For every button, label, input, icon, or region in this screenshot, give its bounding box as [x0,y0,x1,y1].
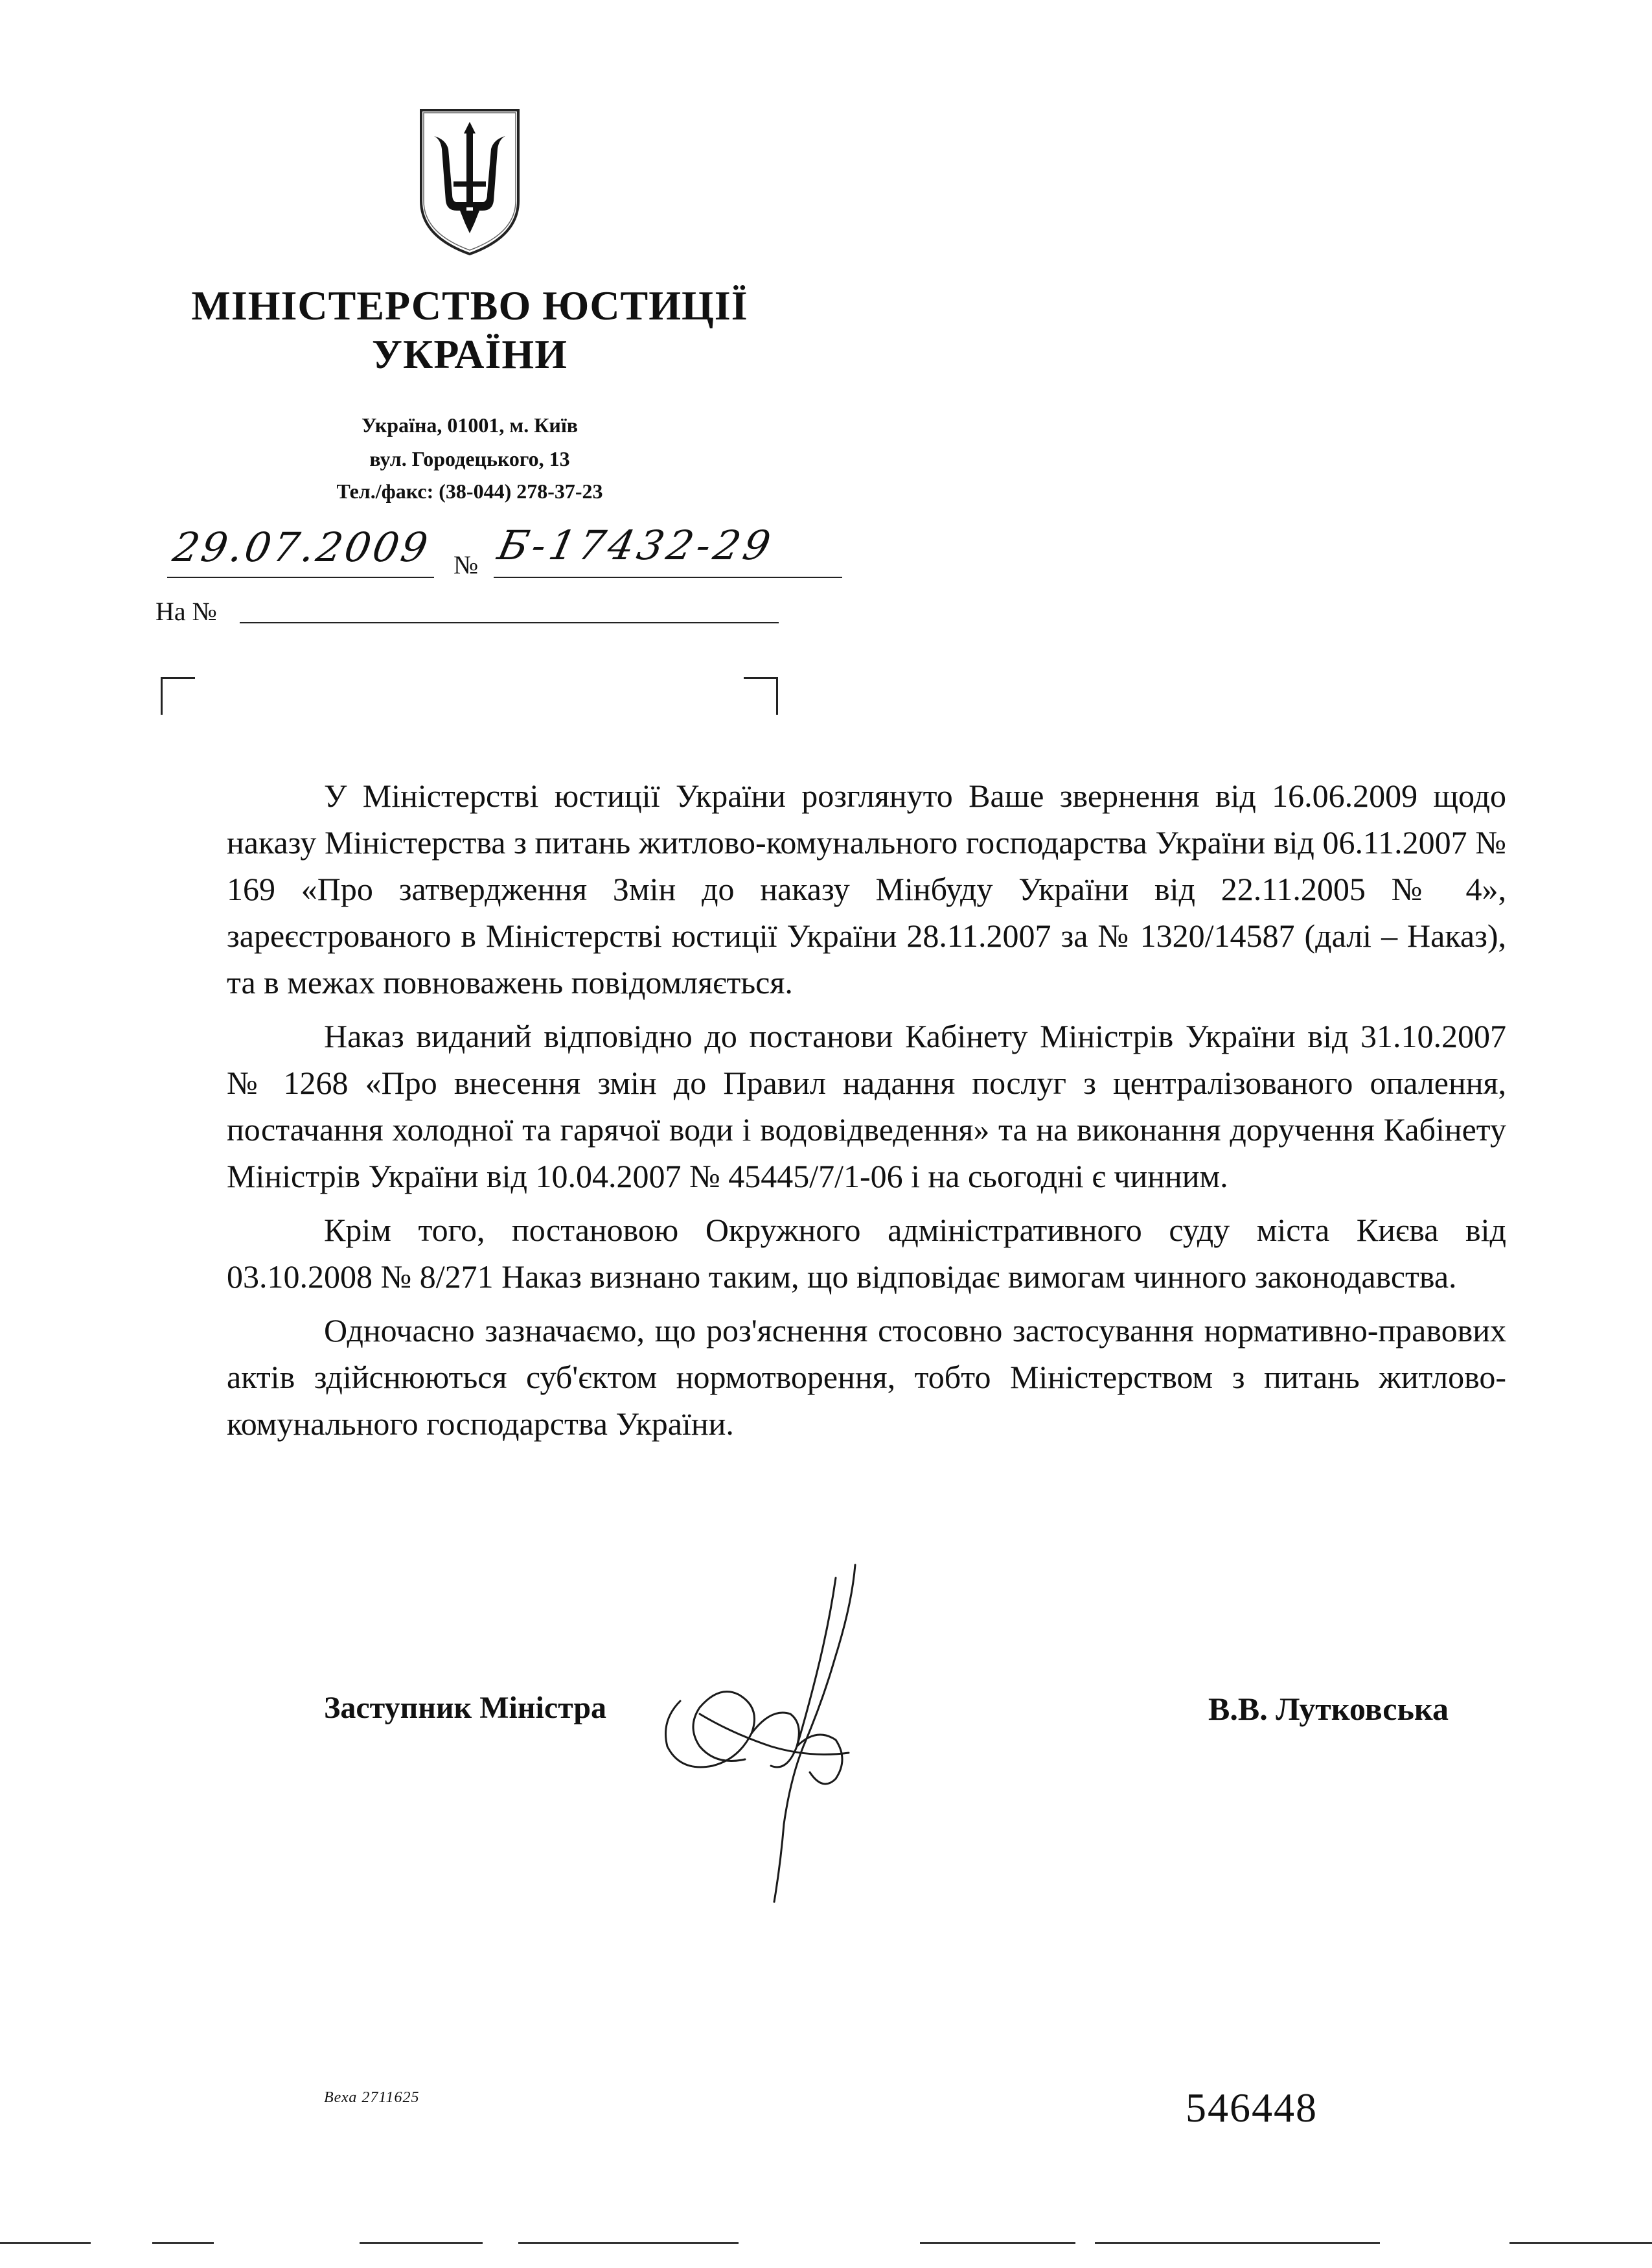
scan-edge-line [518,2242,739,2244]
handwritten-date: 29.07.2009 [169,524,434,571]
print-code: Веха 2711625 [324,2089,420,2106]
body-paragraph: Крім того, постановою Окружного адміністративного суду міста Києва від 03.10.2008 № 8/271 Наказ визнано таким, що відповідає вимогам чинного законодавства. [227,1212,1506,1295]
reply-to-underline [240,622,779,623]
body-paragraph: Наказ виданий відповідно до постанови Кабінету Міністрів України від 31.10.2007 № 1268 «Про внесення змін до Правил надання послуг з централізованого опалення, постачання холодної та гарячої води і водовідведення» та на виконання доручення Кабінету Міністрів України від 10.04.2007 № 45445/7/1-06 і на сьогодні є чинним. [227,1018,1506,1194]
scan-edge-line [1509,2242,1652,2244]
ministry-name-line1: МІНІСТЕРСТВО ЮСТИЦІЇ [191,283,748,329]
scan-edge-line [152,2242,214,2244]
body-paragraph: Одночасно зазначаємо, що роз'яснення стосовно застосування нормативно-правових актів здійснюються суб'єктом нормотворення, тобто Міністерством з питань житлово-комунального господарства України. [227,1312,1506,1442]
address-line-city: Україна, 01001, м. Київ [361,413,579,437]
reply-to-label: На № [155,597,217,626]
address-corner-left [161,677,195,715]
signatory-name: В.В. Лутковська [1208,1691,1449,1727]
address-line-phone: Тел./факс: (38-044) 278-37-23 [336,480,603,503]
signatory-title: Заступник Міністра [324,1691,607,1725]
trident-coat-of-arms-icon [415,104,525,259]
handwritten-registration-number: Б-17432-29 [494,522,779,569]
body-paragraph: У Міністерстві юстиції України розглянуто Ваше звернення від 16.06.2009 щодо наказу Міністерства з питань житлово-комунального господарства України від 06.11.2007 № 169 «Про затвердження Змін до наказу Мінбуду України від 22.11.2005 № 4», зареєстрованого в Міністерстві юстиції України 28.11.2007 за № 1320/14587 (далі – Наказ), та в межах повноважень повідомляється. [227,778,1506,1001]
date-underline [167,577,434,578]
address-line-street: вул. Городецького, 13 [369,447,570,470]
scan-edge-line [1095,2242,1380,2244]
scan-edge-line [0,2242,91,2244]
number-underline [494,577,842,578]
number-label: № [453,550,479,579]
letter-body [227,772,1506,1454]
document-number: 546448 [1186,2085,1318,2131]
address-corner-right [744,677,778,715]
ministry-name-line2: УКРАЇНИ [372,331,568,377]
handwritten-signature-icon [641,1552,913,1908]
scan-edge-line [360,2242,483,2244]
scan-edge-line [920,2242,1075,2244]
